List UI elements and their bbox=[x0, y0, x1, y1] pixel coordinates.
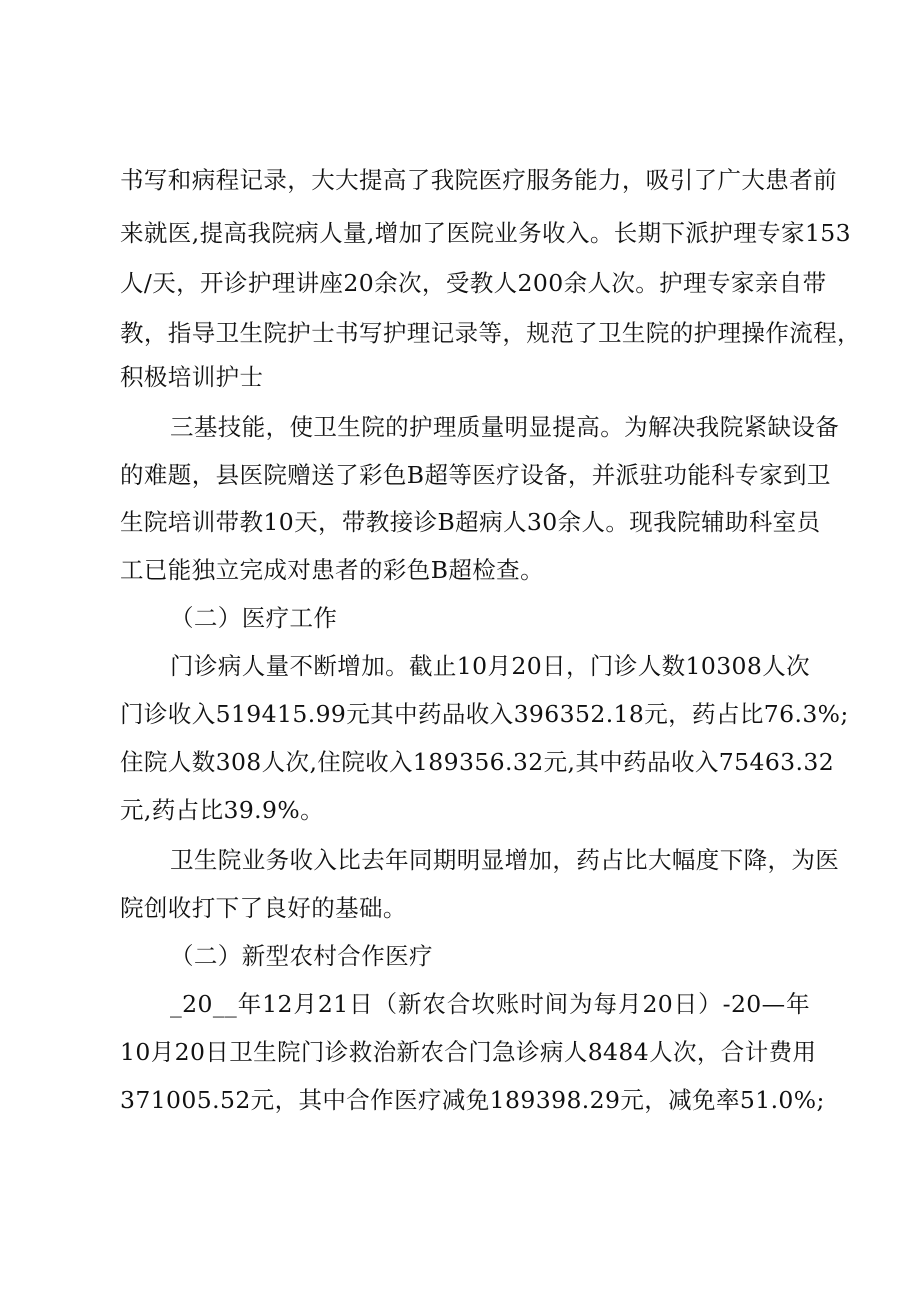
section-heading: （二）医疗工作 bbox=[170, 604, 338, 632]
paragraph-line: _20__年12月21日（新农合坎账时间为每月20日）-20—年 bbox=[170, 990, 810, 1018]
paragraph-line: 工已能独立完成对患者的彩色B超检查。 bbox=[120, 556, 544, 584]
paragraph-line: 院创收打下了良好的基础。 bbox=[120, 894, 407, 922]
paragraph-line: 元,药占比39.9%。 bbox=[120, 796, 325, 824]
paragraph-line: 卫生院业务收入比去年同期明显增加，药占比大幅度下降，为医 bbox=[170, 846, 840, 874]
paragraph-line: 371005.52元，其中合作医疗减免189398.29元，减免率51.0%; bbox=[120, 1086, 825, 1114]
paragraph-line: 生院培训带教10天，带教接诊B超病人30余人。现我院辅助科室员 bbox=[120, 508, 821, 536]
paragraph-line: 10月20日卫生院门诊救治新农合门急诊病人8484人次，合计费用 bbox=[120, 1038, 817, 1066]
paragraph-line: 三基技能，使卫生院的护理质量明显提高。为解决我院紧缺设备 bbox=[170, 413, 840, 441]
paragraph-line: 门诊病人量不断增加。截止10月20日，门诊人数10308人次 bbox=[170, 652, 811, 680]
paragraph-line: 教，指导卫生院护士书写护理记录等，规范了卫生院的护理操作流程， bbox=[120, 319, 861, 347]
paragraph-line: 的难题，县医院赠送了彩色B超等医疗设备，并派驻功能科专家到卫 bbox=[120, 461, 831, 489]
paragraph-line: 积极培训护士 bbox=[120, 363, 264, 391]
paragraph-line: 门诊收入519415.99元其中药品收入396352.18元，药占比76.3%; bbox=[120, 700, 849, 728]
paragraph-line: 住院人数308人次,住院收入189356.32元,其中药品收入75463.32 bbox=[120, 748, 835, 776]
section-heading: （二）新型农村合作医疗 bbox=[170, 942, 433, 970]
paragraph-line: 书写和病程记录，大大提高了我院医疗服务能力，吸引了广大患者前 bbox=[120, 166, 837, 194]
paragraph-line: 人/天，开诊护理讲座20余次，受教人200余人次。护理专家亲自带 bbox=[120, 269, 827, 297]
paragraph-line: 来就医,提高我院病人量,增加了医院业务收入。长期下派护理专家153 bbox=[120, 219, 851, 247]
